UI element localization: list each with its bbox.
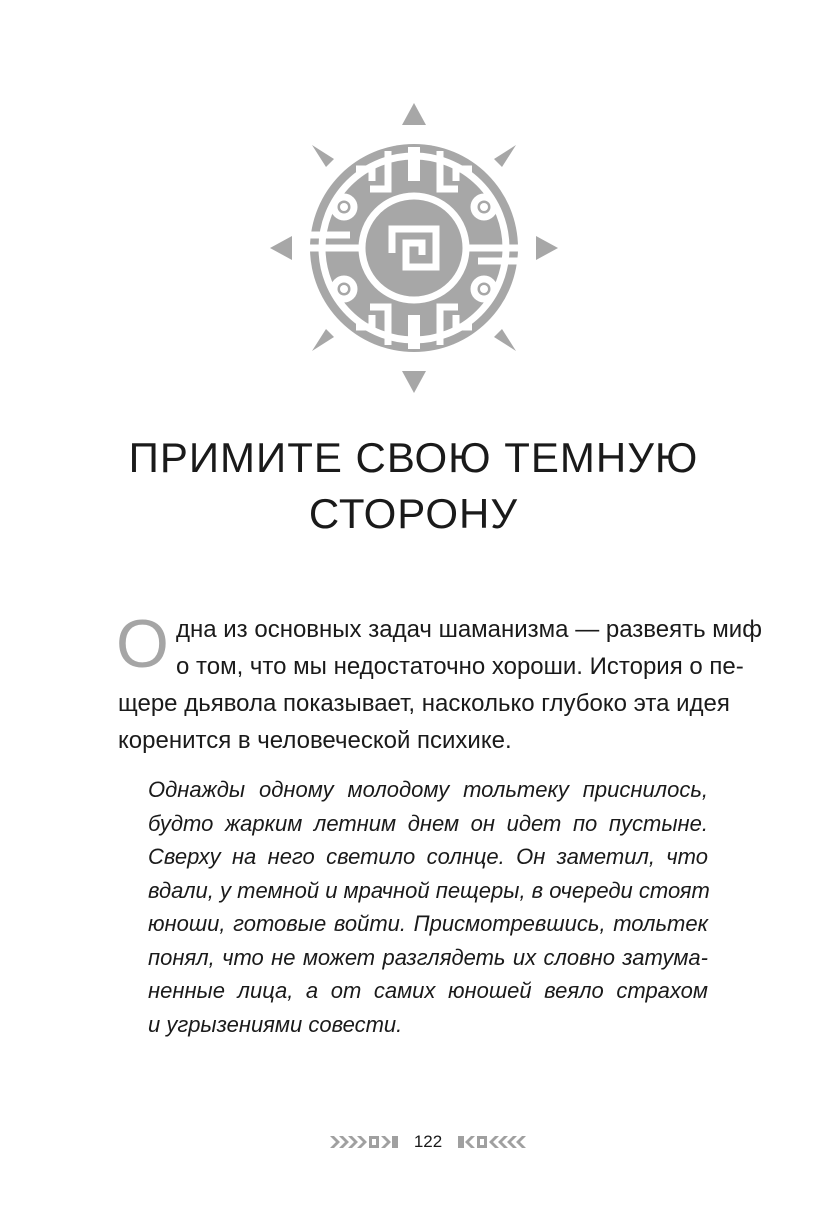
story-line: ненные лица, а от самих юношей веяло страхом (148, 978, 708, 1003)
page-footer (0, 1131, 827, 1155)
chapter-title-line-1: ПРИМИТЕ СВОЮ ТЕМНУЮ (128, 434, 699, 481)
chapter-title-line-2: СТОРОНУ (308, 490, 519, 537)
story-line: вдали, у темной и мрачной пещеры, в очереди стоят (148, 877, 710, 903)
page-number: 122 (413, 1132, 443, 1151)
body-paragraph (116, 606, 762, 759)
story-line: и угрызениями совести. (148, 1011, 403, 1037)
chapter-title (0, 430, 827, 542)
story-line: понял, что не может разглядеть их словно затума- (148, 944, 708, 970)
story-line: юноши, готовые войти. Присмотревшись, тольтек (148, 911, 708, 936)
body-line: щере дьявола показывает, насколько глубоко эта идея (118, 690, 730, 717)
arrow-border-ornament-left-icon (330, 1133, 398, 1151)
story-line: Сверху на него светило солнце. Он заметил, что (148, 844, 708, 869)
arrow-border-ornament-right-icon (458, 1133, 526, 1151)
story-line: будто жарким летним днем он идет по пустыне. (148, 810, 708, 836)
body-line: коренится в человеческой психике. (118, 727, 512, 754)
body-line: о том, что мы недостаточно хороши. История о пе- (176, 653, 744, 680)
body-line: дна из основных задач шаманизма — развеять миф (176, 616, 762, 643)
story-line: Однажды одному молодому тольтеку приснилось, (148, 777, 708, 802)
story-paragraph (148, 773, 708, 1041)
aztec-sun-ornament-icon (270, 103, 558, 393)
drop-cap: О (116, 606, 169, 682)
